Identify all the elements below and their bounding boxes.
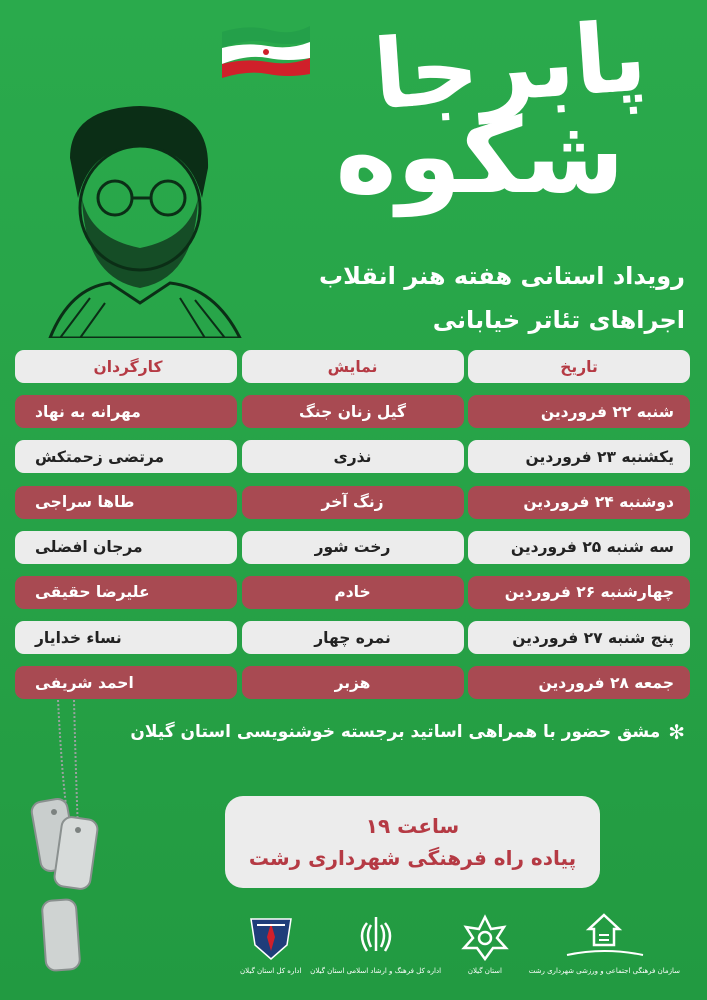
iran-flag-icon: [218, 22, 314, 78]
row-show: هزبر: [242, 666, 464, 699]
table-row: [15, 621, 690, 654]
schedule-table: [15, 350, 690, 712]
logo-caption: سازمان فرهنگی اجتماعی و ورزشی شهرداری رشت: [528, 967, 680, 975]
poster-title: [305, 0, 685, 217]
note-line: [130, 720, 685, 744]
row-show: رخت شور: [242, 531, 464, 564]
dog-tags-icon: [28, 700, 108, 990]
title-line-2: شکوه: [335, 95, 625, 217]
howze-honari-logo: [450, 911, 520, 975]
row-date: جمعه ۲۸ فروردین: [468, 666, 690, 699]
table-row: [15, 486, 690, 519]
municipality-logo: [529, 911, 680, 975]
header-show: نمایش: [242, 350, 464, 383]
header-director: کارگردان: [15, 350, 237, 383]
row-show: زنگ آخر: [242, 486, 464, 519]
logo-caption: اداره کل استان گیلان: [240, 967, 302, 975]
event-time: ساعت ۱۹: [365, 814, 460, 838]
row-show: گیل زنان جنگ: [242, 395, 464, 428]
logo-caption: اداره کل فرهنگ و ارشاد اسلامی استان گیلان: [310, 967, 442, 975]
portrait-sketch: [30, 88, 250, 338]
row-director: طاها سراجی: [15, 486, 237, 519]
emblem-logo-icon: [341, 911, 411, 967]
logo-caption: استان گیلان: [467, 967, 502, 975]
basij-logo-icon: [241, 911, 301, 967]
table-header-row: [15, 350, 690, 383]
table-row: [15, 531, 690, 564]
table-row: [15, 576, 690, 609]
howze-honari-logo-icon: [450, 911, 520, 967]
table-row: [15, 666, 690, 699]
row-date: شنبه ۲۲ فروردین: [468, 395, 690, 428]
table-row: [15, 440, 690, 473]
row-show: نمره چهار: [242, 621, 464, 654]
row-director: نساء خدایار: [15, 621, 237, 654]
event-place: پیاده راه فرهنگی شهرداری رشت: [248, 846, 577, 870]
asterisk-icon: ✻: [668, 720, 685, 744]
row-director: علیرضا حقیقی: [15, 576, 237, 609]
basij-logo: [240, 911, 301, 975]
municipality-logo-icon: [559, 911, 649, 967]
subtitle-line-1: رویداد استانی هفته هنر انقلاب: [319, 262, 685, 290]
sponsor-logos: [240, 898, 680, 988]
row-date: سه شنبه ۲۵ فروردین: [468, 531, 690, 564]
header-date: تاریخ: [468, 350, 690, 383]
time-place-box: [225, 796, 600, 888]
row-show: خادم: [242, 576, 464, 609]
row-date: یکشنبه ۲۳ فروردین: [468, 440, 690, 473]
row-date: چهارشنبه ۲۶ فروردین: [468, 576, 690, 609]
row-director: مهرانه به نهاد: [15, 395, 237, 428]
row-director: مرجان افضلی: [15, 531, 237, 564]
row-director: احمد شریفی: [15, 666, 237, 699]
note-text: مشق حضور با همراهی اساتید برجسته خوشنویسی استان گیلان: [130, 722, 661, 742]
emblem-logo: [310, 911, 441, 975]
row-date: دوشنبه ۲۴ فروردین: [468, 486, 690, 519]
row-director: مرتضی زحمتکش: [15, 440, 237, 473]
subtitle-line-2: اجراهای تئاتر خیابانی: [432, 306, 685, 334]
title-line-1: پابرجا: [369, 0, 651, 132]
row-date: پنج شنبه ۲۷ فروردین: [468, 621, 690, 654]
table-row: [15, 395, 690, 428]
row-show: نذری: [242, 440, 464, 473]
